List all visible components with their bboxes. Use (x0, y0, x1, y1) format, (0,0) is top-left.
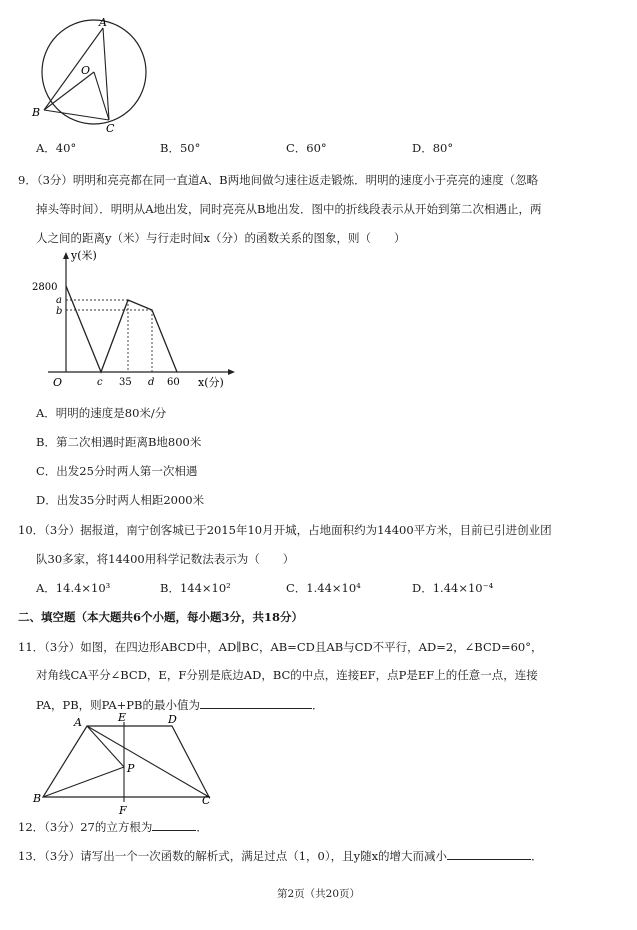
q10-option-d: D．1.44×10⁻⁴ (412, 581, 494, 595)
label-F: F (119, 804, 127, 816)
q12-end: ． (196, 820, 208, 834)
q9-option-a: A．明明的速度是80米/分 (36, 406, 167, 420)
circle-figure (28, 14, 158, 136)
page-footer: 第2页（共20页） (276, 888, 361, 900)
distance-polyline (66, 286, 177, 372)
label-O: O (81, 64, 91, 77)
q12-line (18, 818, 208, 835)
q11-line-3 (36, 696, 324, 713)
label-B: B (32, 106, 41, 119)
trapezoid-figure (32, 712, 222, 816)
label-A: A (99, 16, 107, 29)
q8-option-a: A．40° (36, 141, 77, 155)
q11-line-1: 11．（3分）如图，在四边形ABCD中，AD∥BC，AB=CD且AB与CD不平行，AD=2，∠BCD=60°， (18, 640, 543, 654)
label-P: P (127, 762, 135, 775)
q8-option-c: C．60° (286, 141, 327, 155)
q12-text: 12．（3分）27的立方根为 (18, 820, 153, 834)
q8-option-b: B．50° (160, 141, 201, 155)
tick-b: b (56, 306, 63, 317)
tick-a: a (56, 295, 62, 306)
q10-line-1: 10．（3分）据报道，南宁创客城已于2015年10月开城，占地面积约为14400平方米，目前已引进创业团 (18, 523, 552, 537)
label-A: A (74, 716, 82, 729)
trapezoid-abcd (43, 726, 209, 797)
segment-pa (87, 726, 124, 767)
q11-line-3-text: PA，PB，则PA+PB的最小值为 (36, 698, 200, 712)
q13-line (18, 847, 543, 864)
q13-text: 13．（3分）请写出一个一次函数的解析式，满足过点（1，0），且y随x的增大而减小 (18, 849, 448, 863)
x-axis-arrow (228, 369, 235, 375)
label-E: E (118, 712, 127, 724)
q9-line-2: 掉头等时间）．明明从A地出发，同时亮亮从B地出发．图中的折线段表示从开始到第二次相遇止，两 (36, 202, 542, 216)
q10-option-c: C．1.44×10⁴ (286, 581, 361, 595)
distance-time-graph (30, 250, 240, 392)
q10-line-2: 队30多家，将14400用科学记数法表示为（ ） (36, 552, 295, 566)
q9-option-d: D．出发35分时两人相距2000米 (36, 493, 205, 507)
x-axis-label: x(分) (198, 376, 224, 389)
q11-answer-blank[interactable] (200, 696, 312, 709)
label-D: D (168, 713, 177, 726)
tick-2800: 2800 (32, 282, 58, 293)
label-C: C (106, 122, 115, 135)
q11-line-3-end: ． (312, 698, 324, 712)
origin-label: O (53, 376, 63, 389)
y-axis-label: y(米) (71, 250, 97, 262)
tick-d: d (148, 377, 155, 388)
q9-line-3: 人之间的距离y（米）与行走时间x（分）的函数关系的图象，则（ ） (36, 231, 406, 245)
q9-option-c: C．出发25分时两人第一次相遇 (36, 464, 198, 478)
q10-option-a: A．14.4×10³ (36, 581, 111, 595)
q10-options (36, 580, 596, 596)
label-B: B (33, 792, 42, 805)
q11-line-2: 对角线CA平分∠BCD，E，F分别是底边AD，BC的中点，连接EF，点P是EF上的任意一点，连接 (36, 668, 538, 682)
segment-pb (43, 767, 124, 797)
y-axis-arrow (63, 252, 69, 259)
q8-options (36, 140, 596, 156)
q8-option-d: D．80° (412, 141, 454, 155)
tick-60: 60 (167, 377, 180, 388)
q13-answer-blank[interactable] (447, 847, 531, 860)
tick-c: c (97, 377, 103, 388)
q10-option-b: B．144×10² (160, 581, 231, 595)
label-C: C (202, 794, 211, 807)
q9-option-b: B．第二次相遇时距离B地800米 (36, 435, 202, 449)
tick-35: 35 (119, 377, 132, 388)
q13-end: ． (531, 849, 543, 863)
section-heading: 二、填空题（本大题共6个小题，每小题3分，共18分） (18, 610, 304, 624)
q9-line-1: 9．（3分）明明和亮亮都在同一直道A、B两地间做匀速往返走锻炼．明明的速度小于亮亮的速度（忽略 (18, 173, 539, 187)
q12-answer-blank[interactable] (152, 818, 196, 831)
